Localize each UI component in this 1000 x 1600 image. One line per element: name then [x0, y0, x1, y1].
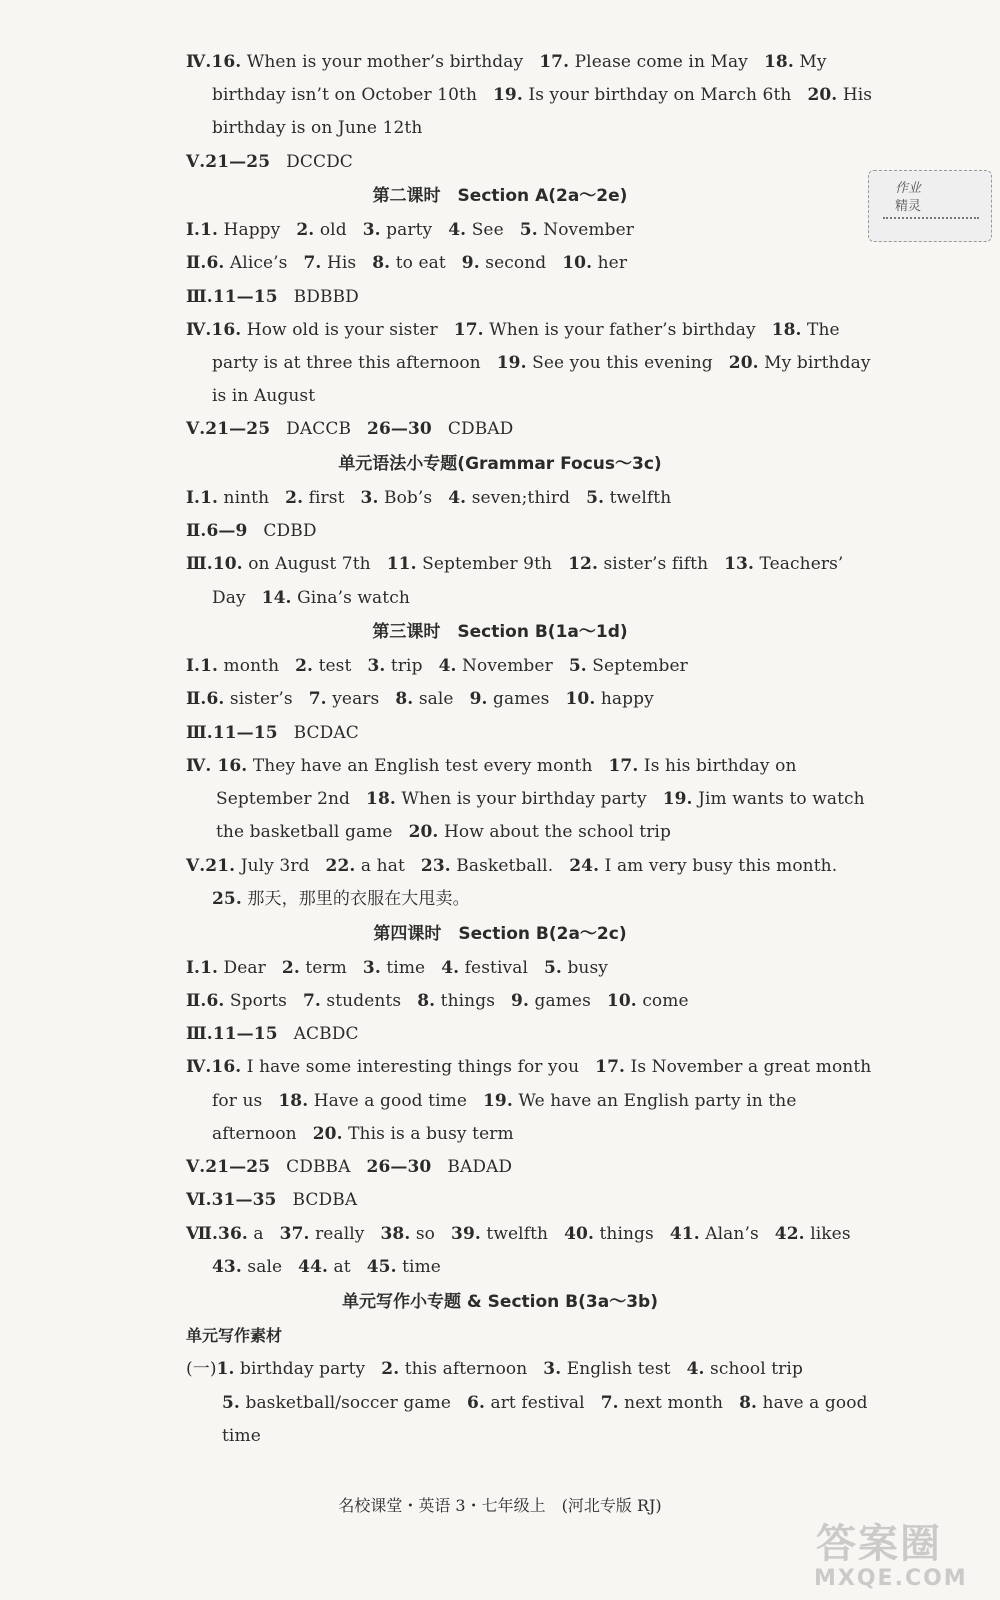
answer-text: sale	[413, 689, 454, 709]
answer-number: Ⅲ.11—15	[186, 1024, 278, 1044]
answer-text: Dear	[218, 958, 266, 978]
answer-text: July 3rd	[235, 856, 310, 876]
answer-number: 17.	[453, 320, 484, 340]
section-heading: 第三课时 Section B(1a～1d)	[372, 622, 628, 642]
answer-line	[186, 219, 634, 241]
answer-number: Ⅵ.31—35	[186, 1190, 277, 1210]
answer-text: time	[396, 1257, 441, 1277]
answer-text: Is his birthday on	[638, 756, 797, 776]
answer-text: My birthday	[758, 353, 871, 373]
answer-text: (一)	[186, 1359, 217, 1379]
answer-text: school trip	[704, 1359, 803, 1379]
answer-line	[186, 1156, 512, 1178]
answer-number: 4.	[686, 1359, 705, 1379]
answer-text: BCDAC	[293, 723, 359, 743]
answer-number: 17.	[595, 1057, 626, 1077]
answer-line	[186, 319, 840, 341]
answer-text: How about the school trip	[438, 822, 671, 842]
answer-text: likes	[804, 1224, 851, 1244]
answer-number: 42.	[774, 1224, 805, 1244]
answer-number: 4.	[448, 220, 467, 240]
answer-number: 26—30	[367, 419, 432, 439]
answer-line	[222, 1425, 261, 1447]
answer-line	[186, 755, 797, 777]
answer-text: sister’s fifth	[597, 554, 709, 574]
answer-number: 14.	[261, 588, 292, 608]
answer-text: sister’s	[224, 689, 293, 709]
answer-number: 18.	[763, 52, 794, 72]
answer-text: His	[837, 85, 873, 105]
answer-text: party	[380, 220, 433, 240]
answer-number: 2.	[381, 1359, 400, 1379]
answer-number: 19.	[493, 85, 523, 105]
answer-number: 1.	[216, 1359, 235, 1379]
answer-text: 那天，那里的衣服在大甩卖。	[241, 889, 470, 909]
answer-text: ACBDC	[293, 1024, 359, 1044]
answer-line	[212, 117, 422, 139]
answer-text: Teachers’	[754, 554, 844, 574]
answer-text: See you this evening	[526, 353, 713, 373]
answer-text: next month	[618, 1393, 724, 1413]
answer-text: is in August	[212, 386, 316, 406]
answer-number: 5.	[568, 656, 587, 676]
answer-number: 5.	[586, 488, 605, 508]
answer-number: 7.	[600, 1393, 619, 1413]
answer-text: CDBBA	[286, 1157, 351, 1177]
answer-text: her	[592, 253, 628, 273]
answer-text: When is your father’s birthday	[483, 320, 756, 340]
answer-text: so	[410, 1224, 436, 1244]
answer-text: twelfth	[604, 488, 672, 508]
answer-number: 3.	[367, 656, 386, 676]
section-heading: 第四课时 Section B(2a～2c)	[373, 924, 627, 944]
answer-number: Ⅱ.6—9	[186, 521, 248, 541]
answer-number: 5.	[222, 1393, 240, 1413]
answer-line	[186, 722, 359, 744]
answer-line	[212, 1256, 441, 1278]
answer-line	[186, 418, 513, 440]
answer-line	[186, 855, 837, 877]
answer-text: They have an English test every month	[247, 756, 593, 776]
answer-text: term	[299, 958, 347, 978]
answer-number: Ⅰ.1.	[186, 656, 219, 676]
stamp-dots	[883, 217, 979, 225]
answer-number: Ⅲ.11—15	[186, 287, 278, 307]
answer-text: basketball/soccer game	[239, 1393, 452, 1413]
answer-number: 7.	[302, 991, 321, 1011]
answer-number: 18.	[278, 1091, 309, 1111]
answer-text: November	[456, 656, 553, 676]
answer-number: 13.	[724, 554, 755, 574]
answer-number: 23.	[420, 856, 451, 876]
answer-text: DACCB	[286, 419, 352, 439]
answer-number: 3.	[543, 1359, 562, 1379]
answer-text: Alan’s	[699, 1224, 759, 1244]
answer-number: 20.	[408, 822, 439, 842]
answer-text: BADAD	[447, 1157, 513, 1177]
answer-number: 44.	[298, 1257, 329, 1277]
answer-text: afternoon	[212, 1124, 297, 1144]
answer-number: Ⅴ.21—25	[186, 152, 271, 172]
answer-text: birthday party	[234, 1359, 366, 1379]
answer-text: Basketball.	[450, 856, 554, 876]
answer-number: 20.	[807, 85, 838, 105]
answer-text: seven;third	[466, 488, 571, 508]
answer-number: 8.	[417, 991, 436, 1011]
answer-number: 5.	[519, 220, 538, 240]
answer-line	[186, 1056, 871, 1078]
answer-line	[212, 1090, 797, 1112]
answer-text: this afternoon	[399, 1359, 528, 1379]
answer-line	[186, 51, 827, 73]
answer-line	[212, 587, 410, 609]
answer-number: Ⅰ.1.	[186, 958, 219, 978]
answer-number: Ⅲ.11—15	[186, 723, 278, 743]
answer-text: September 9th	[416, 554, 553, 574]
stamp-text: 作业	[895, 181, 922, 196]
answer-text: Is your birthday on March 6th	[522, 85, 792, 105]
answer-text: busy	[561, 958, 609, 978]
answer-text: the basketball game	[216, 822, 393, 842]
answer-text: His	[321, 253, 357, 273]
answer-text: games	[487, 689, 550, 709]
answer-line	[222, 1392, 868, 1414]
answer-line	[186, 1189, 357, 1211]
answer-text: to eat	[390, 253, 446, 273]
answer-number: 19.	[483, 1091, 513, 1111]
answer-number: Ⅱ.6.	[186, 253, 225, 273]
answer-text: sale	[241, 1257, 283, 1277]
answer-number: 40.	[564, 1224, 594, 1244]
answer-text: twelfth	[480, 1224, 549, 1244]
answer-number: 37.	[279, 1224, 310, 1244]
answer-number: 41.	[669, 1224, 700, 1244]
answer-number: 25.	[212, 889, 242, 909]
answer-line	[212, 385, 315, 407]
answer-text: Is November a great month	[625, 1057, 872, 1077]
answer-text: students	[320, 991, 402, 1011]
answer-number: 20.	[312, 1124, 343, 1144]
answer-number: 8.	[372, 253, 391, 273]
answer-text: CDBD	[263, 521, 317, 541]
answer-number: 4.	[441, 958, 460, 978]
answer-text: Day	[212, 588, 246, 608]
answer-text: games	[528, 991, 591, 1011]
answer-text: test	[313, 656, 352, 676]
answer-text: old	[314, 220, 347, 240]
answer-number: 9.	[461, 253, 480, 273]
answer-text: time	[222, 1426, 261, 1446]
answer-text: How old is your sister	[241, 320, 438, 340]
answer-number: 7.	[303, 253, 322, 273]
answer-number: 19.	[496, 353, 527, 373]
answer-number: 26—30	[366, 1157, 432, 1177]
answer-number: 12.	[568, 554, 598, 574]
answer-number: Ⅰ.1.	[186, 220, 219, 240]
answer-line	[186, 520, 317, 542]
answer-number: 10.	[562, 253, 593, 273]
answer-number: Ⅰ.1.	[186, 488, 219, 508]
answer-number: Ⅳ.16.	[186, 320, 242, 340]
answer-text: things	[435, 991, 496, 1011]
answer-text: Have a good time	[308, 1091, 467, 1111]
answer-number: 10.	[565, 689, 596, 709]
answer-text: festival	[459, 958, 528, 978]
answer-text: art festival	[484, 1393, 585, 1413]
answer-text: I have some interesting things for you	[241, 1057, 580, 1077]
answer-line	[186, 286, 359, 308]
answer-text: BDBBD	[293, 287, 359, 307]
answer-number: 3.	[360, 488, 379, 508]
answer-text: September 2nd	[216, 789, 351, 809]
site-watermark	[810, 1512, 990, 1596]
stamp-text: 精灵	[895, 199, 922, 214]
answer-number: 10.	[606, 991, 637, 1011]
writing-material-subheading: 单元写作素材	[186, 1326, 283, 1345]
page-footer: 名校课堂・英语 3・七年级上 (河北专版 RJ)	[338, 1496, 662, 1515]
answer-text: September	[586, 656, 688, 676]
answer-text: When is your birthday party	[395, 789, 647, 809]
answer-number: 11.	[386, 554, 417, 574]
answer-number: 43.	[212, 1257, 242, 1277]
answer-number: 3.	[362, 220, 381, 240]
answer-line	[216, 788, 865, 810]
answer-text: come	[636, 991, 689, 1011]
answer-text: Please come in May	[569, 52, 748, 72]
answer-number: Ⅱ.6.	[186, 991, 225, 1011]
answer-text: Bob’s	[378, 488, 433, 508]
answer-line	[212, 888, 470, 910]
answer-text: for us	[212, 1091, 263, 1111]
answer-number: 9.	[469, 689, 488, 709]
answer-text: ninth	[218, 488, 270, 508]
answer-number: 2.	[281, 958, 300, 978]
answer-text: really	[309, 1224, 365, 1244]
watermark-text: MXQE.COM	[814, 1566, 968, 1591]
answer-text: Jim wants to watch	[692, 789, 865, 809]
answer-number: 18.	[366, 789, 396, 809]
answer-line	[186, 655, 688, 677]
answer-text: happy	[595, 689, 654, 709]
answer-line	[186, 1358, 803, 1380]
answer-text: second	[479, 253, 547, 273]
answer-text: November	[537, 220, 634, 240]
answer-text: a hat	[355, 856, 405, 876]
answer-number: Ⅴ.21.	[186, 856, 236, 876]
answer-text: Alice’s	[224, 253, 288, 273]
answer-text: time	[380, 958, 426, 978]
answer-number: 4.	[438, 656, 457, 676]
answer-line	[212, 84, 872, 106]
answer-number: Ⅳ.16.	[186, 52, 242, 72]
answer-line	[186, 990, 689, 1012]
answer-text: I am very busy this month.	[599, 856, 838, 876]
answer-number: Ⅳ.16.	[186, 1057, 242, 1077]
answer-number: Ⅳ. 16.	[186, 756, 248, 776]
answer-text: CDBAD	[447, 419, 514, 439]
answer-number: 45.	[366, 1257, 397, 1277]
homework-stamp	[868, 170, 992, 242]
answer-line	[186, 1023, 359, 1045]
answer-number: Ⅴ.21—25	[186, 419, 271, 439]
answer-number: 22.	[325, 856, 356, 876]
answer-number: 17.	[608, 756, 639, 776]
answer-text: This is a busy term	[342, 1124, 514, 1144]
answer-number: 24.	[569, 856, 600, 876]
answer-number: 17.	[539, 52, 570, 72]
answer-text: have a good	[757, 1393, 868, 1413]
answer-text: first	[303, 488, 345, 508]
answer-number: 20.	[728, 353, 759, 373]
answer-number: 3.	[362, 958, 381, 978]
answer-number: 18.	[771, 320, 802, 340]
answer-number: 8.	[395, 689, 414, 709]
answer-text: When is your mother’s birthday	[241, 52, 524, 72]
answer-number: Ⅱ.6.	[186, 689, 225, 709]
answer-number: 19.	[662, 789, 693, 809]
answer-number: 4.	[448, 488, 467, 508]
answer-text: Happy	[218, 220, 281, 240]
answer-number: Ⅶ.36.	[186, 1224, 248, 1244]
answer-text: Sports	[224, 991, 287, 1011]
answer-line	[186, 553, 843, 575]
answer-text: BCDBA	[292, 1190, 358, 1210]
answer-text: My	[793, 52, 827, 72]
answer-text: things	[593, 1224, 654, 1244]
answer-number: 7.	[308, 689, 327, 709]
section-heading: 第二课时 Section A(2a～2e)	[372, 186, 628, 206]
answer-text: a	[247, 1224, 264, 1244]
answer-text: English test	[561, 1359, 671, 1379]
answer-number: 8.	[739, 1393, 758, 1413]
answer-text: DCCDC	[286, 152, 353, 172]
answer-number: Ⅴ.21—25	[186, 1157, 271, 1177]
answer-text: trip	[385, 656, 423, 676]
answer-text: years	[326, 689, 380, 709]
answer-number: 9.	[511, 991, 529, 1011]
answer-text: Gina’s watch	[291, 588, 410, 608]
answer-text: See	[466, 220, 504, 240]
answer-line	[186, 151, 353, 173]
answer-text: birthday is on June 12th	[212, 118, 423, 138]
answer-line	[212, 1123, 514, 1145]
section-heading: 单元语法小专题(Grammar Focus～3c)	[338, 454, 662, 474]
answer-number: 38.	[380, 1224, 411, 1244]
answer-text: party is at three this afternoon	[212, 353, 481, 373]
answer-text: at	[328, 1257, 351, 1277]
answer-number: 2.	[285, 488, 304, 508]
answer-text: birthday isn’t on October 10th	[212, 85, 477, 105]
answer-number: 5.	[543, 958, 562, 978]
answer-line	[212, 352, 871, 374]
answer-line	[186, 252, 627, 274]
answer-text: month	[218, 656, 280, 676]
answer-number: 39.	[451, 1224, 481, 1244]
answer-text: on August 7th	[242, 554, 371, 574]
answer-line	[186, 1223, 851, 1245]
answer-line	[186, 688, 654, 710]
answer-line	[216, 821, 671, 843]
answer-number: 2.	[295, 656, 314, 676]
section-heading: 单元写作小专题 & Section B(3a～3b)	[342, 1292, 658, 1312]
answer-number: 6.	[467, 1393, 485, 1413]
watermark-text: 答案圈	[816, 1521, 942, 1567]
answer-line	[186, 487, 671, 509]
answer-text: We have an English party in the	[512, 1091, 797, 1111]
answer-text: The	[801, 320, 840, 340]
answer-number: 2.	[296, 220, 315, 240]
answer-number: Ⅲ.10.	[186, 554, 243, 574]
answer-line	[186, 957, 608, 979]
